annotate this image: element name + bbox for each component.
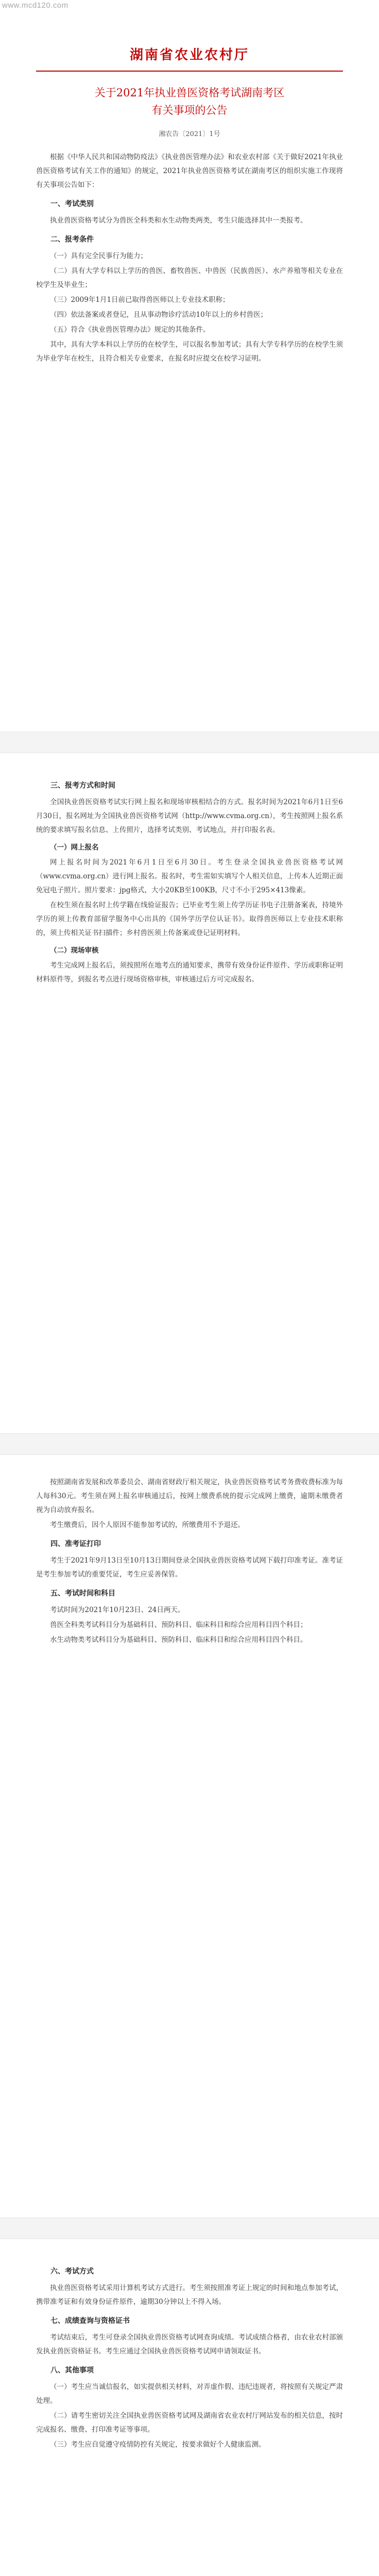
section-heading-eligibility: 二、报考条件 (50, 235, 94, 244)
results-text: 考试结束后，考生可登录全国执业兽医资格考试网查询成绩。考试成绩合格者，由农业农村部颁发执业兽医资格证书。考生应通过全国执业兽医资格考试网申请领取证书。 (36, 2333, 343, 2355)
section-heading-exam-schedule: 五、考试时间和科目 (50, 1589, 115, 1598)
title-line-1: 关于2021年执业兽医资格考试湖南考区 (94, 87, 285, 99)
online-registration-note: 在校生须在报名时上传学籍在线验证报告；已毕业考生须上传学历证书电子注册备案表，持境外学历的须上传教育部留学服务中心出具的《国外学历学位认证书》。取得兽医师以上专业技术职称的，须上传相关证书扫描件；乡村兽医须上传备案或登记证明材料。 (36, 901, 343, 937)
document-header (36, 15, 343, 138)
document-title (36, 84, 343, 119)
section-heading-admission-ticket: 四、准考证打印 (50, 1540, 101, 1548)
eligibility-item: （四）依法备案或者登记，且从事动物诊疗活动10年以上的乡村兽医； (50, 311, 268, 319)
section-heading-exam-type: 一、考试类别 (50, 200, 94, 208)
exam-schedule-text: 考试时间为2021年10月23日、24日两天。 (50, 1606, 185, 1614)
document-page-3 (0, 1455, 379, 2217)
exam-type-text: 执业兽医资格考试分为兽医全科类和水生动物类两类，考生只能选择其中一类报考。 (50, 216, 307, 225)
fee-note: 考生缴费后，因个人原因不能参加考试的，所缴费用不予退还。 (50, 1521, 245, 1529)
other-matter-item: （一）考生应当诚信报名，如实提供相关材料，对弄虚作假、违纪违规者，将按照有关规定严肃处理。 (36, 2383, 343, 2405)
eligibility-item: （三）2009年1月1日前已取得兽医师以上专业技术职称； (50, 296, 230, 304)
exam-method-text: 执业兽医资格考试采用计算机考试方式进行。考生须按照准考证上规定的时间和地点参加考试，携带准考证和有效身份证件原件，逾期30分钟以上不得入场。 (36, 2284, 343, 2306)
document-page-2 (0, 753, 379, 1433)
section-heading-exam-method: 六、考试方式 (50, 2267, 94, 2276)
registration-intro: 全国执业兽医资格考试实行网上报名和现场审核相结合的方式。报名时间为2021年6月1日至6月30日，报名网址为全国执业兽医资格考试网（http://www.cvma.org.cn），考生按照网上报名系统的要求填写报名信息、上传照片，选择考试类别、考试地点，并打印报名表。 (36, 798, 343, 834)
issuing-organization: 湖南省农业农村厅 (129, 47, 249, 63)
admission-ticket-text: 考生于2021年9月13日至10月13日期间登录全国执业兽医资格考试网下载打印准考证。准考证是考生参加考试的重要凭证，考生应妥善保管。 (36, 1556, 343, 1579)
page-separator (0, 732, 379, 753)
document-number: 湘农告〔2021〕1号 (159, 130, 220, 138)
eligibility-item: （二）具有大学专科以上学历的兽医、畜牧兽医、中兽医（民族兽医）、水产养殖等相关专业在校学生及毕业生； (36, 267, 343, 289)
subheading-onsite-review: （二）现场审核 (50, 946, 99, 955)
section-heading-other-matters: 八、其他事项 (50, 2366, 94, 2375)
eligibility-item: （一）具有完全民事行为能力； (50, 252, 147, 260)
other-matter-item: （三）考生应自觉遵守疫情防控有关规定，按要求做好个人健康监测。 (50, 2441, 266, 2449)
document-page-1 (0, 15, 379, 732)
other-matter-item: （二）请考生密切关注全国执业兽医资格考试网及湖南省农业农村厅网站发布的相关信息，按时完成报名、缴费、打印准考证等事项。 (36, 2412, 343, 2434)
page-separator (0, 1433, 379, 1455)
site-watermark: www.mcd120.com (2, 1, 68, 10)
page-separator (0, 2217, 379, 2239)
eligibility-note: 其中，具有大学本科以上学历的在校学生，可以报名参加考试；具有大学专科学历的在校学生须为毕业学年在校生，且符合相关专业要求，在报名时应提交在校学习证明。 (36, 341, 343, 363)
onsite-review-text: 考生完成网上报名后，须按照所在地考点的通知要求，携带有效身份证件原件、学历或职称证明材料原件等，到报名考点进行现场资格审核，审核通过后方可完成报名。 (36, 961, 343, 984)
title-line-2: 有关事项的公告 (151, 104, 228, 116)
eligibility-item: （五）符合《执业兽医管理办法》规定的其他条件。 (50, 326, 210, 334)
online-registration-text: 网上报名时间为2021年6月1日至6月30日。考生登录全国执业兽医资格考试网（www.cvma.org.cn）进行网上报名。报名时，考生需如实填写个人相关信息，上传本人近期正面免冠电子照片。照片要求：jpg格式，大小20KB至100KB，尺寸不小于295×413像素。 (36, 858, 343, 894)
section-heading-registration: 三、报考方式和时间 (50, 782, 115, 790)
intro-paragraph: 根据《中华人民共和国动物防疫法》《执业兽医管理办法》和农业农村部《关于做好2021年执业兽医资格考试有关工作的通知》的规定，2021年执业兽医资格考试在湖南考区的组织实施工作现将有关事项公告如下： (36, 153, 343, 189)
subheading-online-registration: （一）网上报名 (50, 843, 99, 852)
exam-subject-item: 兽医全科类考试科目分为基础科目、预防科目、临床科目和综合应用科目四个科目； (50, 1621, 307, 1629)
fee-text: 按照湖南省发展和改革委员会、湖南省财政厅相关规定，执业兽医资格考试考务费收费标准为每人每科30元。考生须在网上报名审核通过后，按网上缴费系统的提示完成网上缴费，逾期未缴费者视为自动放弃报名。 (36, 1478, 343, 1514)
exam-subject-item: 水生动物类考试科目分为基础科目、预防科目、临床科目和综合应用科目四个科目。 (50, 1636, 307, 1644)
section-heading-results: 七、成绩查询与资格证书 (50, 2317, 130, 2325)
red-header-rule (36, 71, 343, 72)
document-page-4 (0, 2239, 379, 2576)
